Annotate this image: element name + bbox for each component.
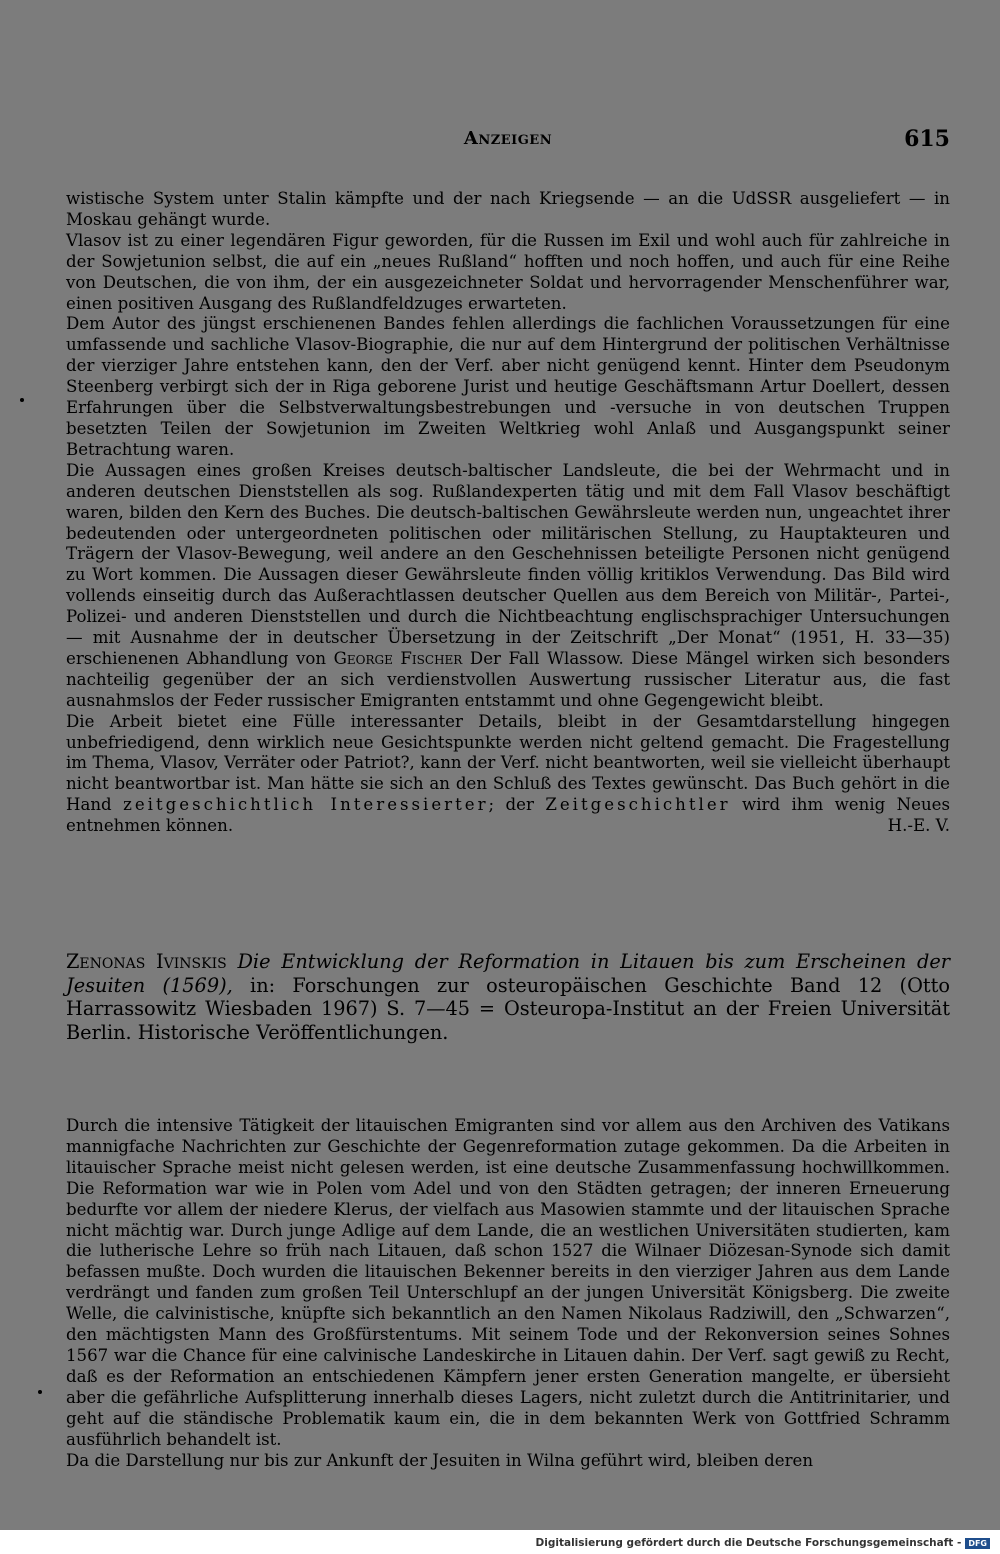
reviewer-signature: H.-E. V. bbox=[887, 816, 950, 836]
paragraph-text: Die Arbeit bietet eine Fülle interessanter Details, bleibt in der Gesamtdarstellung hingegen unbefriedigend, denn wirklich neue Gesichtspunkte werden nicht geltend gemacht. Die Fragestellung im Thema, Vlasov, Verräter oder Patriot?, kann der Verf. nicht beantworten, weil sie vielleicht überhaupt nicht beantwortbar ist. Man hätte sie sich an den Schluß des Textes gewünscht. Das Buch gehört in die Hand bbox=[66, 711, 950, 815]
paragraph: Vlasov ist zu einer legendären Figur geworden, für die Russen im Exil und wohl auch für zahlreiche in der Sowjetunion selbst, die auf ein „neues Rußland“ hofften und noch hoffen, und auch für eine Reihe von Deutschen, die von ihm, der ein ausgezeichneter Soldat und hervorragender Menschenführer war, einen positiven Ausgang des Rußlandfeldzuges erwarteten. bbox=[66, 230, 950, 313]
dfg-logo-icon: DFG bbox=[965, 1538, 990, 1549]
entry-author: Zenonas Ivinskis bbox=[66, 950, 227, 973]
paragraph-text: ; der bbox=[488, 795, 546, 815]
paragraph-text: Die Aussagen eines großen Kreises deutsch-baltischer Landsleute, die bei der Wehrmacht und in anderen deutschen Dienststellen als sog. Rußlandexperten tätig und mit dem Fall Vlasov beschäftigt waren, bilden den Kern des Buches. Die deutsch-baltischen Gewährsleute werden nun, ungeachtet ihrer bedeutenden oder untergeordneten politischen oder militärischen Stellung, zu Hauptakteuren und Trägern der Vlasov-Bewegung, weil andere an den Geschehnissen beteiligte Personen nicht genügend zu Wort kommen. Die Aussagen dieser Gewährsleute finden völlig kritiklos Verwendung. Das Bild wird vollends einseitig durch das Außerachtlassen deutscher Quellen aus dem Bereich von Militär-, Partei-, Polizei- und anderen Dienststellen und durch die Nichtbeachtung englischsprachiger Untersuchungen — mit Ausnahme der in deutscher Übersetzung in der Zeitschrift „Der Monat“ (1951, H. 33—35) erschienenen Abhandlung von bbox=[66, 460, 950, 668]
page-number: 615 bbox=[904, 126, 950, 152]
review-vlasov bbox=[66, 189, 950, 837]
paragraph: wistische System unter Stalin kämpfte und der nach Kriegsende — an die UdSSR ausgeliefert — in Moskau gehängt wurde. bbox=[66, 189, 950, 229]
paragraph: Durch die intensive Tätigkeit der litauischen Emigranten sind vor allem aus den Archiven des Vatikans mannigfache Nachrichten zur Geschichte der Gegenreformation zutage gekommen. Da die Arbeiten in litauischer Sprache meist nicht gelesen werden, ist eine deutsche Zusammenfassung hochwillkommen. Die Reformation war wie in Polen vom Adel und von den Städten getragen; der inneren Erneuerung bedurfte vor allem der niedere Klerus, der vielfach aus Masowien stammte und der litauischen Sprache nicht mächtig war. Durch junge Adlige auf dem Lande, die an westlichen Universitäten studierten, kam die lutherische Lehre so früh nach Litauen, daß schon 1527 die Wilnaer Diözesan-Synode sich damit befassen mußte. Doch wurden die litauischen Bekenner bereits in den vierziger Jahren aus dem Lande verdrängt und fanden zum großen Teil Unterschlupf an der jungen Universität Königsberg. Die zweite Welle, die calvinistische, knüpfte sich bekanntlich an den Namen Nikolaus Radziwill, den „Schwarzen“, den mächtigsten Mann des Großfürstentums. Mit seinem Tode und der Rekonversion seines Sohnes 1567 war die Chance für eine calvinische Landeskirche in Litauen dahin. Der Verf. sagt gewiß zu Recht, daß es der Reformation an entschiedenen Kämpfern jener ersten Generation mangelte, er übersieht aber die gefährliche Aufsplitterung innerhalb dieses Lagers, nicht zuletzt durch die Antitrinitarier, und geht auf die ständische Problematik kaum ein, die in dem bekannten Werk von Gottfried Schramm ausführlich behandelt ist. bbox=[66, 1116, 950, 1449]
margin-mark bbox=[20, 398, 24, 402]
entry-title: Die Entwicklung der Reformation in Litauen bis zum Erscheinen der Jesuiten (1569), bbox=[66, 950, 950, 997]
footer-text: Digitalisierung gefördert durch die Deutsche Forschungsgemeinschaft - bbox=[535, 1537, 962, 1549]
paragraph-text: Der Fall Wlassow. Diese Mängel wirken sich besonders nachteilig gegenüber der an sich verdienstvollen Auswertung russischer Literatur aus, die fast ausnahmslos der Feder russischer Emigranten entstammt und ohne Gegengewicht bleibt. bbox=[66, 648, 950, 710]
review-reformation bbox=[66, 1116, 950, 1471]
paragraph bbox=[66, 712, 950, 837]
page-header bbox=[66, 128, 950, 156]
paragraph: Da die Darstellung nur bis zur Ankunft der Jesuiten in Wilna geführt wird, bleiben deren bbox=[66, 1450, 814, 1470]
paragraph-text: wird ihm wenig Neues entnehmen können. bbox=[66, 795, 951, 836]
paragraph: Dem Autor des jüngst erschienenen Bandes fehlen allerdings die fachlichen Voraussetzungen für eine umfassende und sachliche Vlasov-Biographie, die nur auf dem Hintergrund der politischen Verhältnisse der vierziger Jahre entstehen kann, den der Verf. aber nicht genügend kennt. Hinter dem Pseudonym Steenberg verbirgt sich der in Riga geborene Jurist und heutige Geschäftsmann Artur Doellert, dessen Erfahrungen über die Selbstverwaltungsbestrebungen und -versuche in von deutschen Truppen besetzten Teilen der Sowjetunion im Zweiten Weltkrieg wohl Anlaß und Ausgangspunkt seiner Betrachtung waren. bbox=[66, 314, 950, 459]
emphasis-spaced: zeitgeschichtlich Interessierter bbox=[123, 795, 489, 815]
digitization-footer bbox=[536, 1537, 990, 1549]
paragraph bbox=[66, 461, 950, 712]
emphasis-spaced: Zeitgeschichtler bbox=[545, 795, 731, 815]
margin-mark bbox=[38, 1390, 42, 1394]
cited-author: George Fischer bbox=[333, 648, 463, 668]
running-head: Anzeigen bbox=[463, 128, 553, 149]
bibliographic-entry bbox=[66, 950, 950, 1044]
entry-details: in: Forschungen zur osteuropäischen Geschichte Band 12 (Otto Harrassowitz Wiesbaden 1967) S. 7—45 = Osteuropa-Institut an der Freien Universität Berlin. Historische Veröffentlichungen. bbox=[66, 973, 950, 1044]
